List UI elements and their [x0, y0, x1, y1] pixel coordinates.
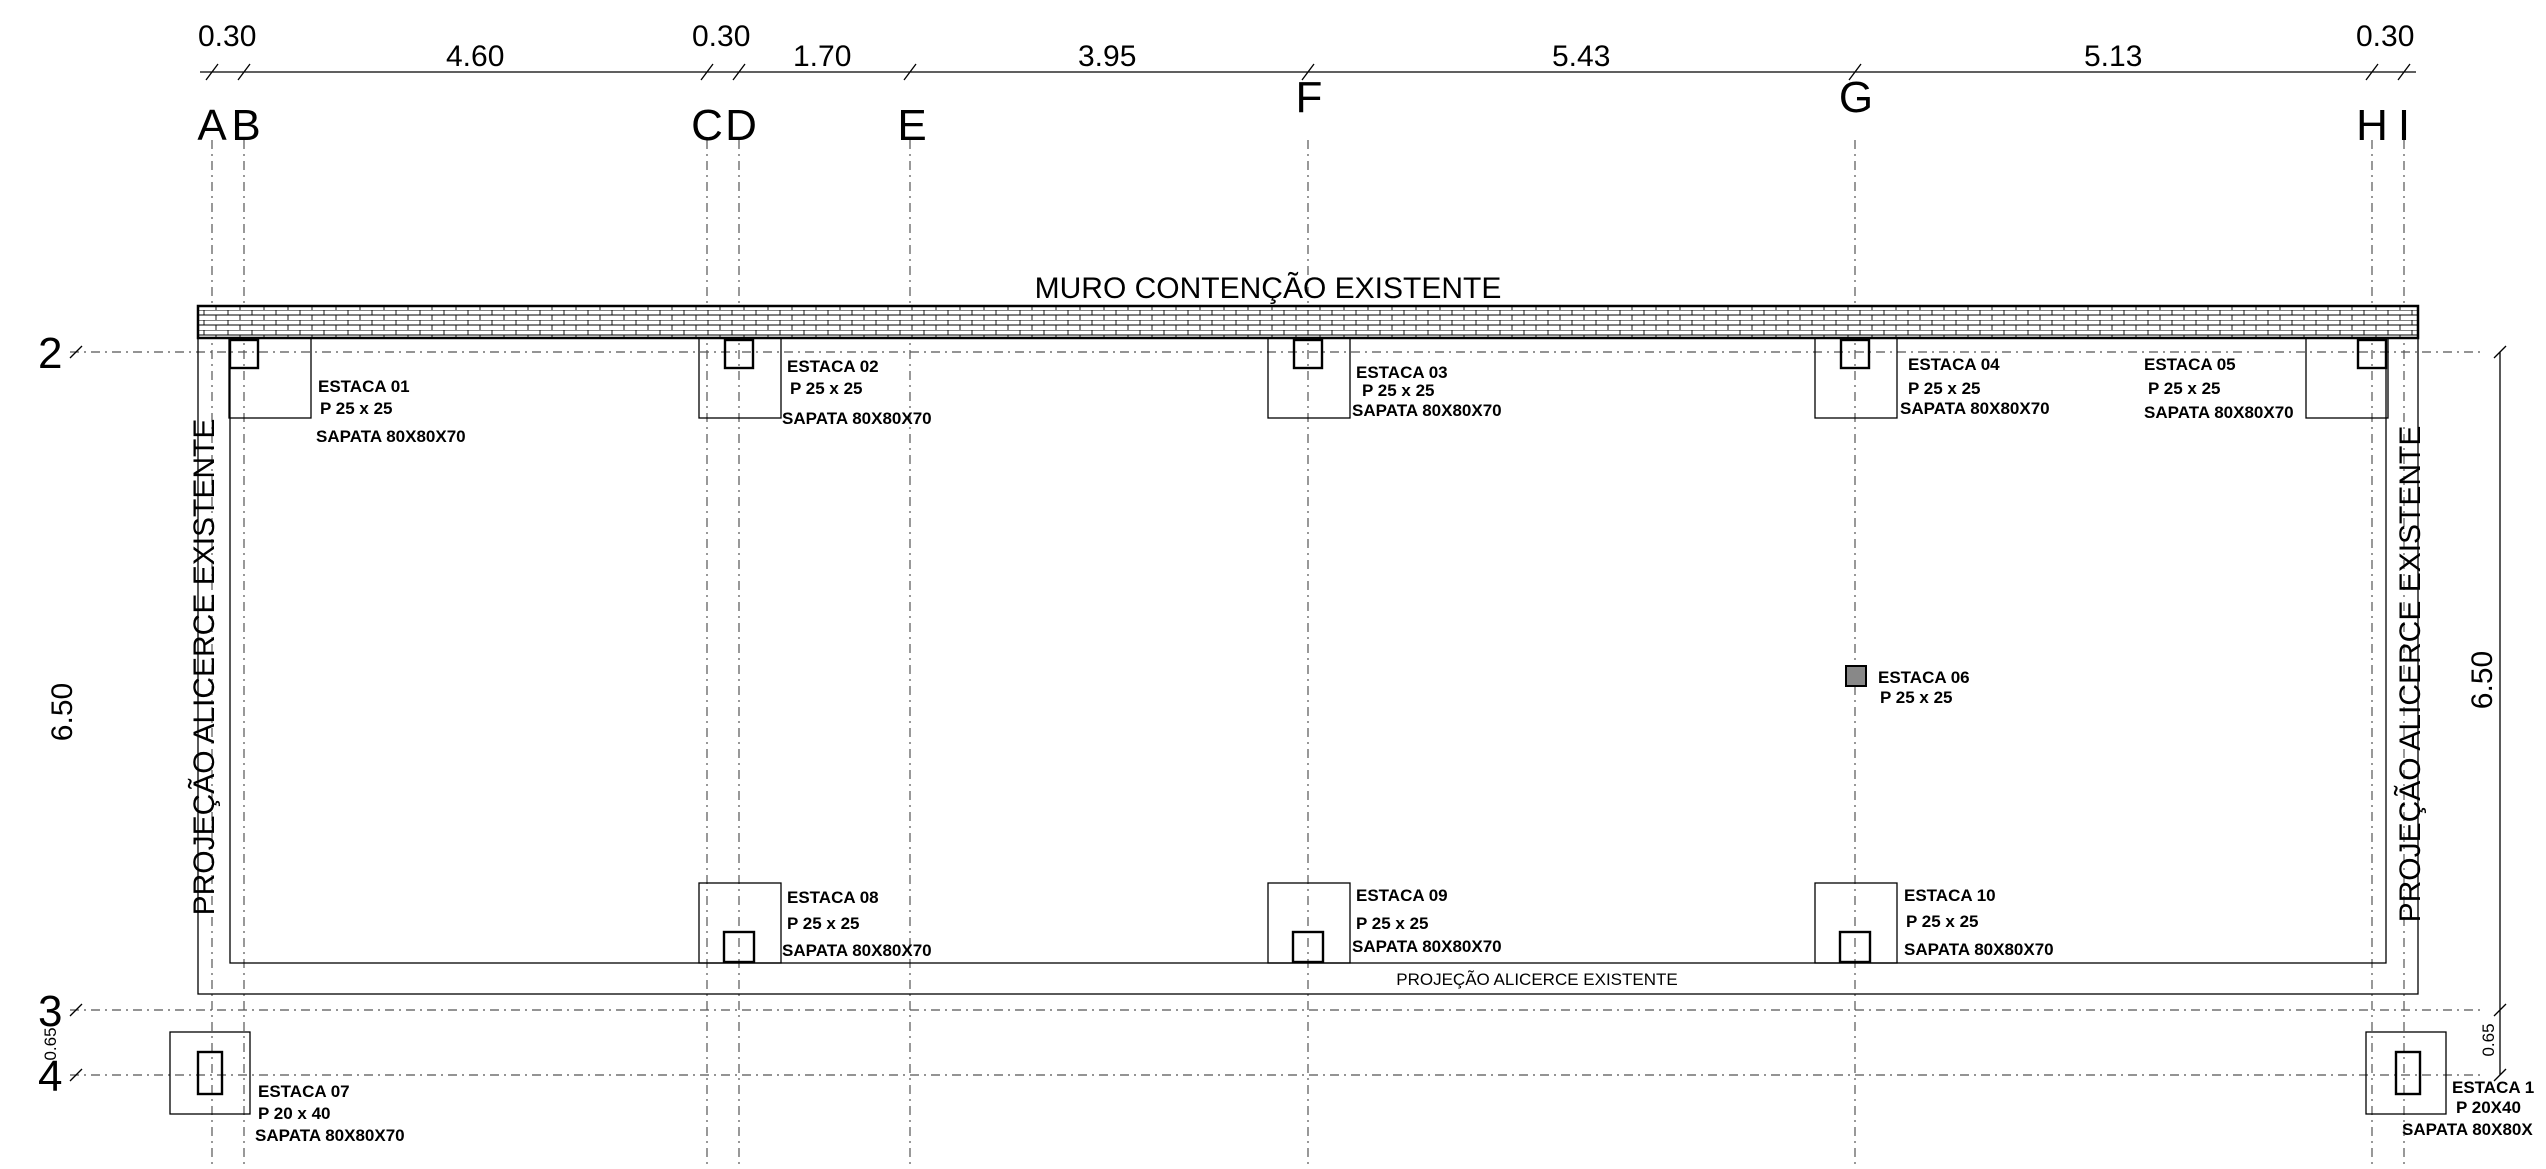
pile-02-label: ESTACA 02	[787, 357, 879, 376]
pile-03-footing: SAPATA 80X80X70	[1352, 401, 1502, 420]
grid-label-4: 4	[38, 1052, 63, 1101]
pile-10-section: P 25 x 25	[1906, 912, 1979, 931]
left-dimension-6-50: 6.50	[46, 682, 79, 742]
dimension-c-d: 0.30	[692, 20, 751, 53]
pile-08-footing: SAPATA 80X80X70	[782, 941, 932, 960]
projection-label-right: PROJEÇÃO ALICERCE EXISTENTE	[2394, 425, 2427, 923]
footings	[170, 338, 2534, 1145]
side-dimensions	[41, 346, 2506, 1081]
foundation-projection	[187, 338, 2427, 994]
right-dimension-6-50: 6.50	[2466, 650, 2499, 710]
footing-07	[170, 1032, 250, 1114]
dimension-a-b: 0.30	[198, 20, 257, 53]
top-dimension-chain	[198, 20, 2416, 80]
grid-label-d: D	[725, 101, 757, 150]
pile-11-label: ESTACA 1	[2452, 1078, 2535, 1097]
footing-08	[699, 883, 781, 963]
grid-label-f: F	[1295, 73, 1323, 122]
pile-02-section: P 25 x 25	[790, 379, 863, 398]
grid-rows	[70, 352, 2480, 1075]
wall-label: MURO CONTENÇÃO EXISTENTE	[1034, 272, 1502, 305]
wall-body	[198, 306, 2418, 338]
footing-04	[1815, 338, 1897, 418]
pile-09-section: P 25 x 25	[1356, 914, 1429, 933]
grid-label-3: 3	[38, 987, 63, 1036]
pile-05-section: P 25 x 25	[2148, 379, 2221, 398]
pile-05-footing: SAPATA 80X80X70	[2144, 403, 2294, 422]
pile-10-footing: SAPATA 80X80X70	[1904, 940, 2054, 959]
pile-07-label: ESTACA 07	[258, 1082, 350, 1101]
pile-06-section: P 25 x 25	[1880, 688, 1953, 707]
projection-label-bottom: PROJEÇÃO ALICERCE EXISTENTE	[1396, 970, 1678, 989]
pile-11-footing: SAPATA 80X80X	[2402, 1120, 2533, 1139]
dimension-f-g: 5.43	[1552, 40, 1611, 73]
pile-04-label: ESTACA 04	[1908, 355, 2000, 374]
pile-07	[198, 1052, 222, 1094]
pile-03-section: P 25 x 25	[1362, 381, 1435, 400]
pile-09-label: ESTACA 09	[1356, 886, 1448, 905]
grid-label-2: 2	[38, 329, 63, 378]
dimension-h-i: 0.30	[2356, 20, 2415, 53]
footing-05	[2306, 338, 2388, 418]
grid-label-e: E	[897, 101, 927, 150]
dimension-b-c: 4.60	[446, 40, 505, 73]
pile-11	[2396, 1052, 2420, 1094]
footing-11	[2366, 1032, 2446, 1114]
pile-08-label: ESTACA 08	[787, 888, 879, 907]
pile-11-section: P 20X40	[2456, 1098, 2521, 1117]
pile-05-label: ESTACA 05	[2144, 355, 2236, 374]
grid-label-b: B	[231, 101, 261, 150]
grid-label-a: A	[197, 101, 227, 150]
projection-label-left: PROJEÇÃO ALICERCE EXISTENTE	[188, 418, 221, 916]
pile-07-footing: SAPATA 80X80X70	[255, 1126, 405, 1145]
dimension-d-e: 1.70	[793, 40, 852, 73]
footing-01	[229, 338, 311, 418]
grid-label-h: H	[2356, 101, 2388, 150]
pile-03-label: ESTACA 03	[1356, 363, 1448, 382]
pile-02-footing: SAPATA 80X80X70	[782, 409, 932, 428]
pile-01-footing: SAPATA 80X80X70	[316, 427, 466, 446]
pile-06-label: ESTACA 06	[1878, 668, 1970, 687]
pile-01-label: ESTACA 01	[318, 377, 410, 396]
footing-03	[1268, 338, 1350, 418]
pile-04-section: P 25 x 25	[1908, 379, 1981, 398]
pile-06	[1846, 666, 1866, 686]
footing-09	[1268, 883, 1350, 963]
pile-08-section: P 25 x 25	[787, 914, 860, 933]
right-dimension-0-65: 0.65	[2479, 1023, 2498, 1057]
dimension-g-h: 5.13	[2084, 40, 2143, 73]
left-dimension-0-65: 0.65	[41, 1027, 60, 1061]
pile-01-section: P 25 x 25	[320, 399, 393, 418]
grid-label-i: I	[2397, 101, 2411, 150]
grid-label-c: C	[691, 101, 723, 150]
pile-04-footing: SAPATA 80X80X70	[1900, 399, 2050, 418]
dimension-e-f: 3.95	[1078, 40, 1137, 73]
column-labels	[197, 73, 2410, 150]
pile-10-label: ESTACA 10	[1904, 886, 1996, 905]
footing-02	[699, 338, 781, 418]
pile-07-section: P 20 x 40	[258, 1104, 331, 1123]
retaining-wall	[198, 271, 2418, 338]
grid-label-g: G	[1838, 73, 1874, 122]
footing-10	[1815, 883, 1897, 963]
pile-09-footing: SAPATA 80X80X70	[1352, 937, 1502, 956]
